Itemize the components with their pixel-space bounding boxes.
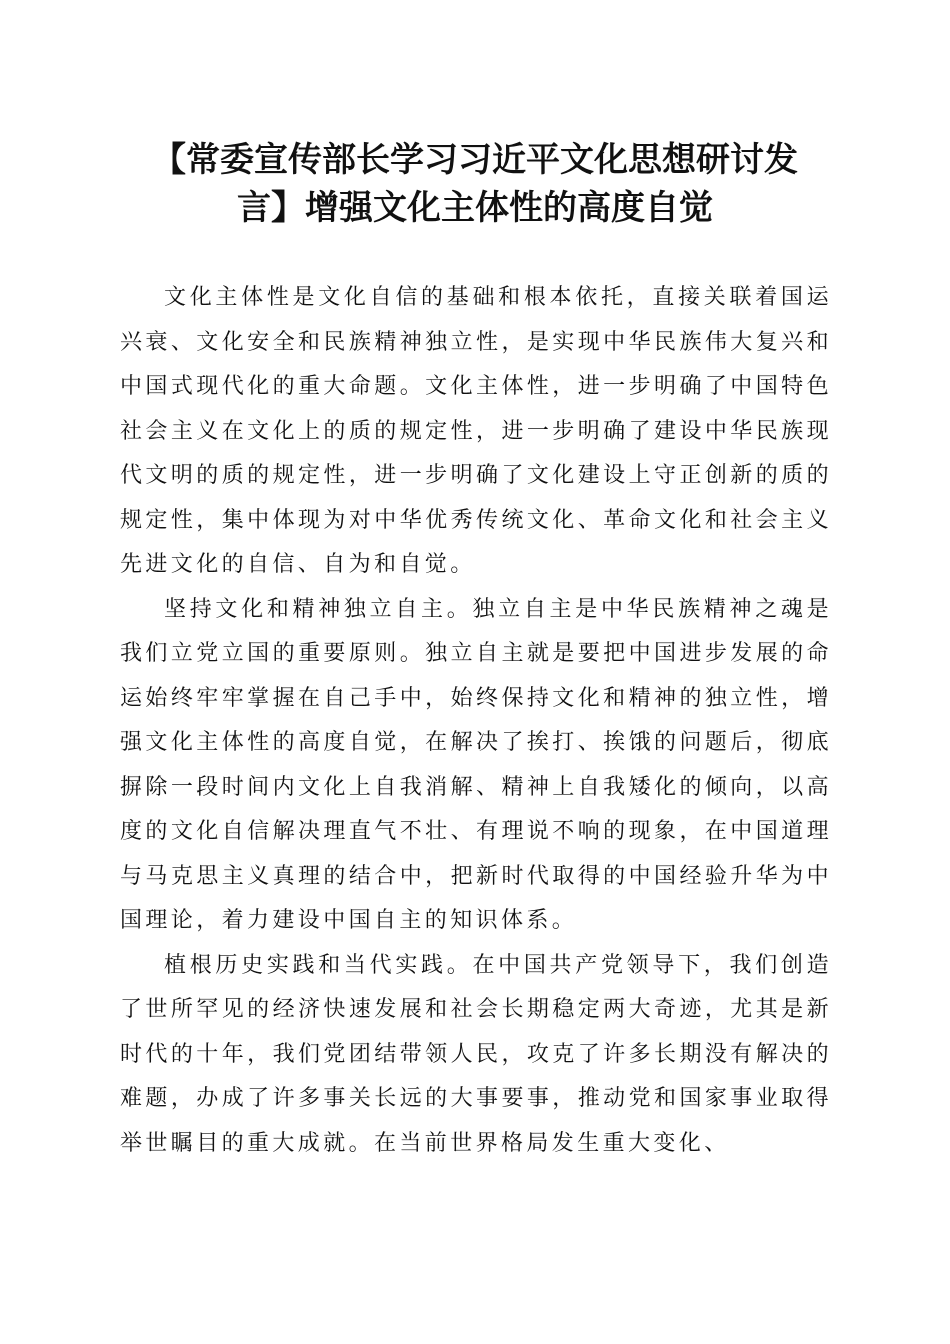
paragraph-2: 坚持文化和精神独立自主。独立自主是中华民族精神之魂是我们立党立国的重要原则。独立自主就是要把中国进步发展的命运始终牢牢掌握在自己手中，始终保持文化和精神的独立性，增强文化主体性的高度自觉，在解决了挨打、挨饿的问题后，彻底摒除一段时间内文化上自我消解、精神上自我矮化的倾向，以高度的文化自信解决理直气不壮、有理说不响的现象，在中国道理与马克思主义真理的结合中，把新时代取得的中国经验升华为中国理论，着力建设中国自主的知识体系。 bbox=[120, 596, 832, 933]
title-line-2: 言】增强文化主体性的高度自觉 bbox=[237, 188, 713, 228]
document-title bbox=[120, 136, 830, 232]
paragraph-3: 植根历史实践和当代实践。在中国共产党领导下，我们创造了世所罕见的经济快速发展和社会长期稳定两大奇迹，尤其是新时代的十年，我们党团结带领人民，攻克了许多长期没有解决的难题，办成了许多事关长远的大事要事，推动党和国家事业取得举世瞩目的重大成就。在当前世界格局发生重大变化、 bbox=[120, 952, 832, 1156]
document-body bbox=[120, 276, 832, 1166]
paragraph-1: 文化主体性是文化自信的基础和根本依托，直接关联着国运兴衰、文化安全和民族精神独立性，是实现中华民族伟大复兴和中国式现代化的重大命题。文化主体性，进一步明确了中国特色社会主义在文化上的质的规定性，进一步明确了建设中华民族现代文明的质的规定性，进一步明确了文化建设上守正创新的质的规定性，集中体现为对中华优秀传统文化、革命文化和社会主义先进文化的自信、自为和自觉。 bbox=[120, 285, 832, 577]
title-line-1: 【常委宣传部长学习习近平文化思想研讨发 bbox=[152, 140, 798, 180]
